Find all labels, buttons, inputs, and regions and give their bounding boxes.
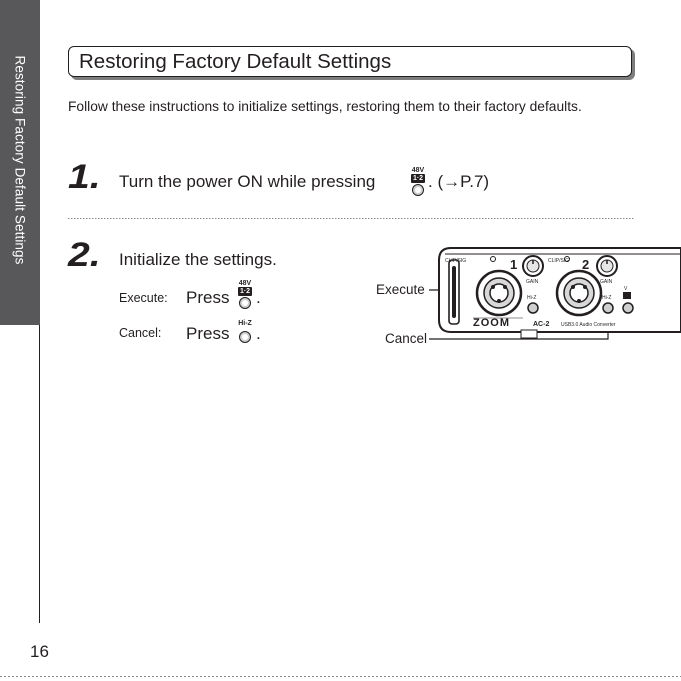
hi-z-label-1: Hi-Z	[527, 295, 537, 301]
execute-label: Execute:	[119, 291, 168, 305]
zoom-logo: ZOOM	[473, 317, 510, 329]
intro-text: Follow these instructions to initialize settings, restoring them to their factory defaults.	[68, 99, 582, 114]
execute-48v-button-icon: 48V 1·2	[236, 280, 254, 309]
page-number: 16	[30, 642, 49, 661]
cancel-press-text: Press	[186, 324, 230, 343]
cancel-label: Cancel:	[119, 326, 162, 340]
clip-sig-label-2: CLIP/SIG	[548, 258, 570, 264]
execute-period: .	[256, 288, 261, 307]
model-name: AC-2	[533, 321, 550, 328]
step-1-number: 1.	[68, 158, 101, 196]
channel-2-number: 2	[582, 257, 590, 272]
side-tab-label: Restoring Factory Default Settings	[12, 55, 28, 265]
ac-2-device-illustration	[437, 246, 681, 342]
step-2-text: Initialize the settings.	[119, 250, 277, 269]
last-button-label: V	[624, 286, 628, 292]
48v-button-icon: 48V 1·2	[409, 167, 427, 196]
step-2-number: 2.	[68, 236, 101, 274]
execute-callout-label: Execute	[376, 282, 425, 297]
gain-label-1: GAIN	[526, 279, 539, 285]
model-description: USB3.0 Audio Converter	[561, 322, 616, 328]
step-1-text: Turn the power ON while pressing	[119, 172, 376, 191]
hi-z-label-2: Hi-Z	[602, 295, 612, 301]
clip-sig-label-1: CLIP/SIG	[445, 258, 467, 264]
step-1-suffix: . (→P.7)	[428, 172, 490, 191]
section-title: Restoring Factory Default Settings	[79, 50, 392, 73]
cancel-period: .	[256, 324, 261, 343]
hi-z-button-icon: Hi-Z	[236, 320, 254, 346]
execute-press-text: Press	[186, 288, 230, 307]
gain-label-2: GAIN	[600, 279, 613, 285]
cancel-callout-label: Cancel	[385, 331, 428, 346]
channel-1-number: 1	[510, 257, 518, 272]
